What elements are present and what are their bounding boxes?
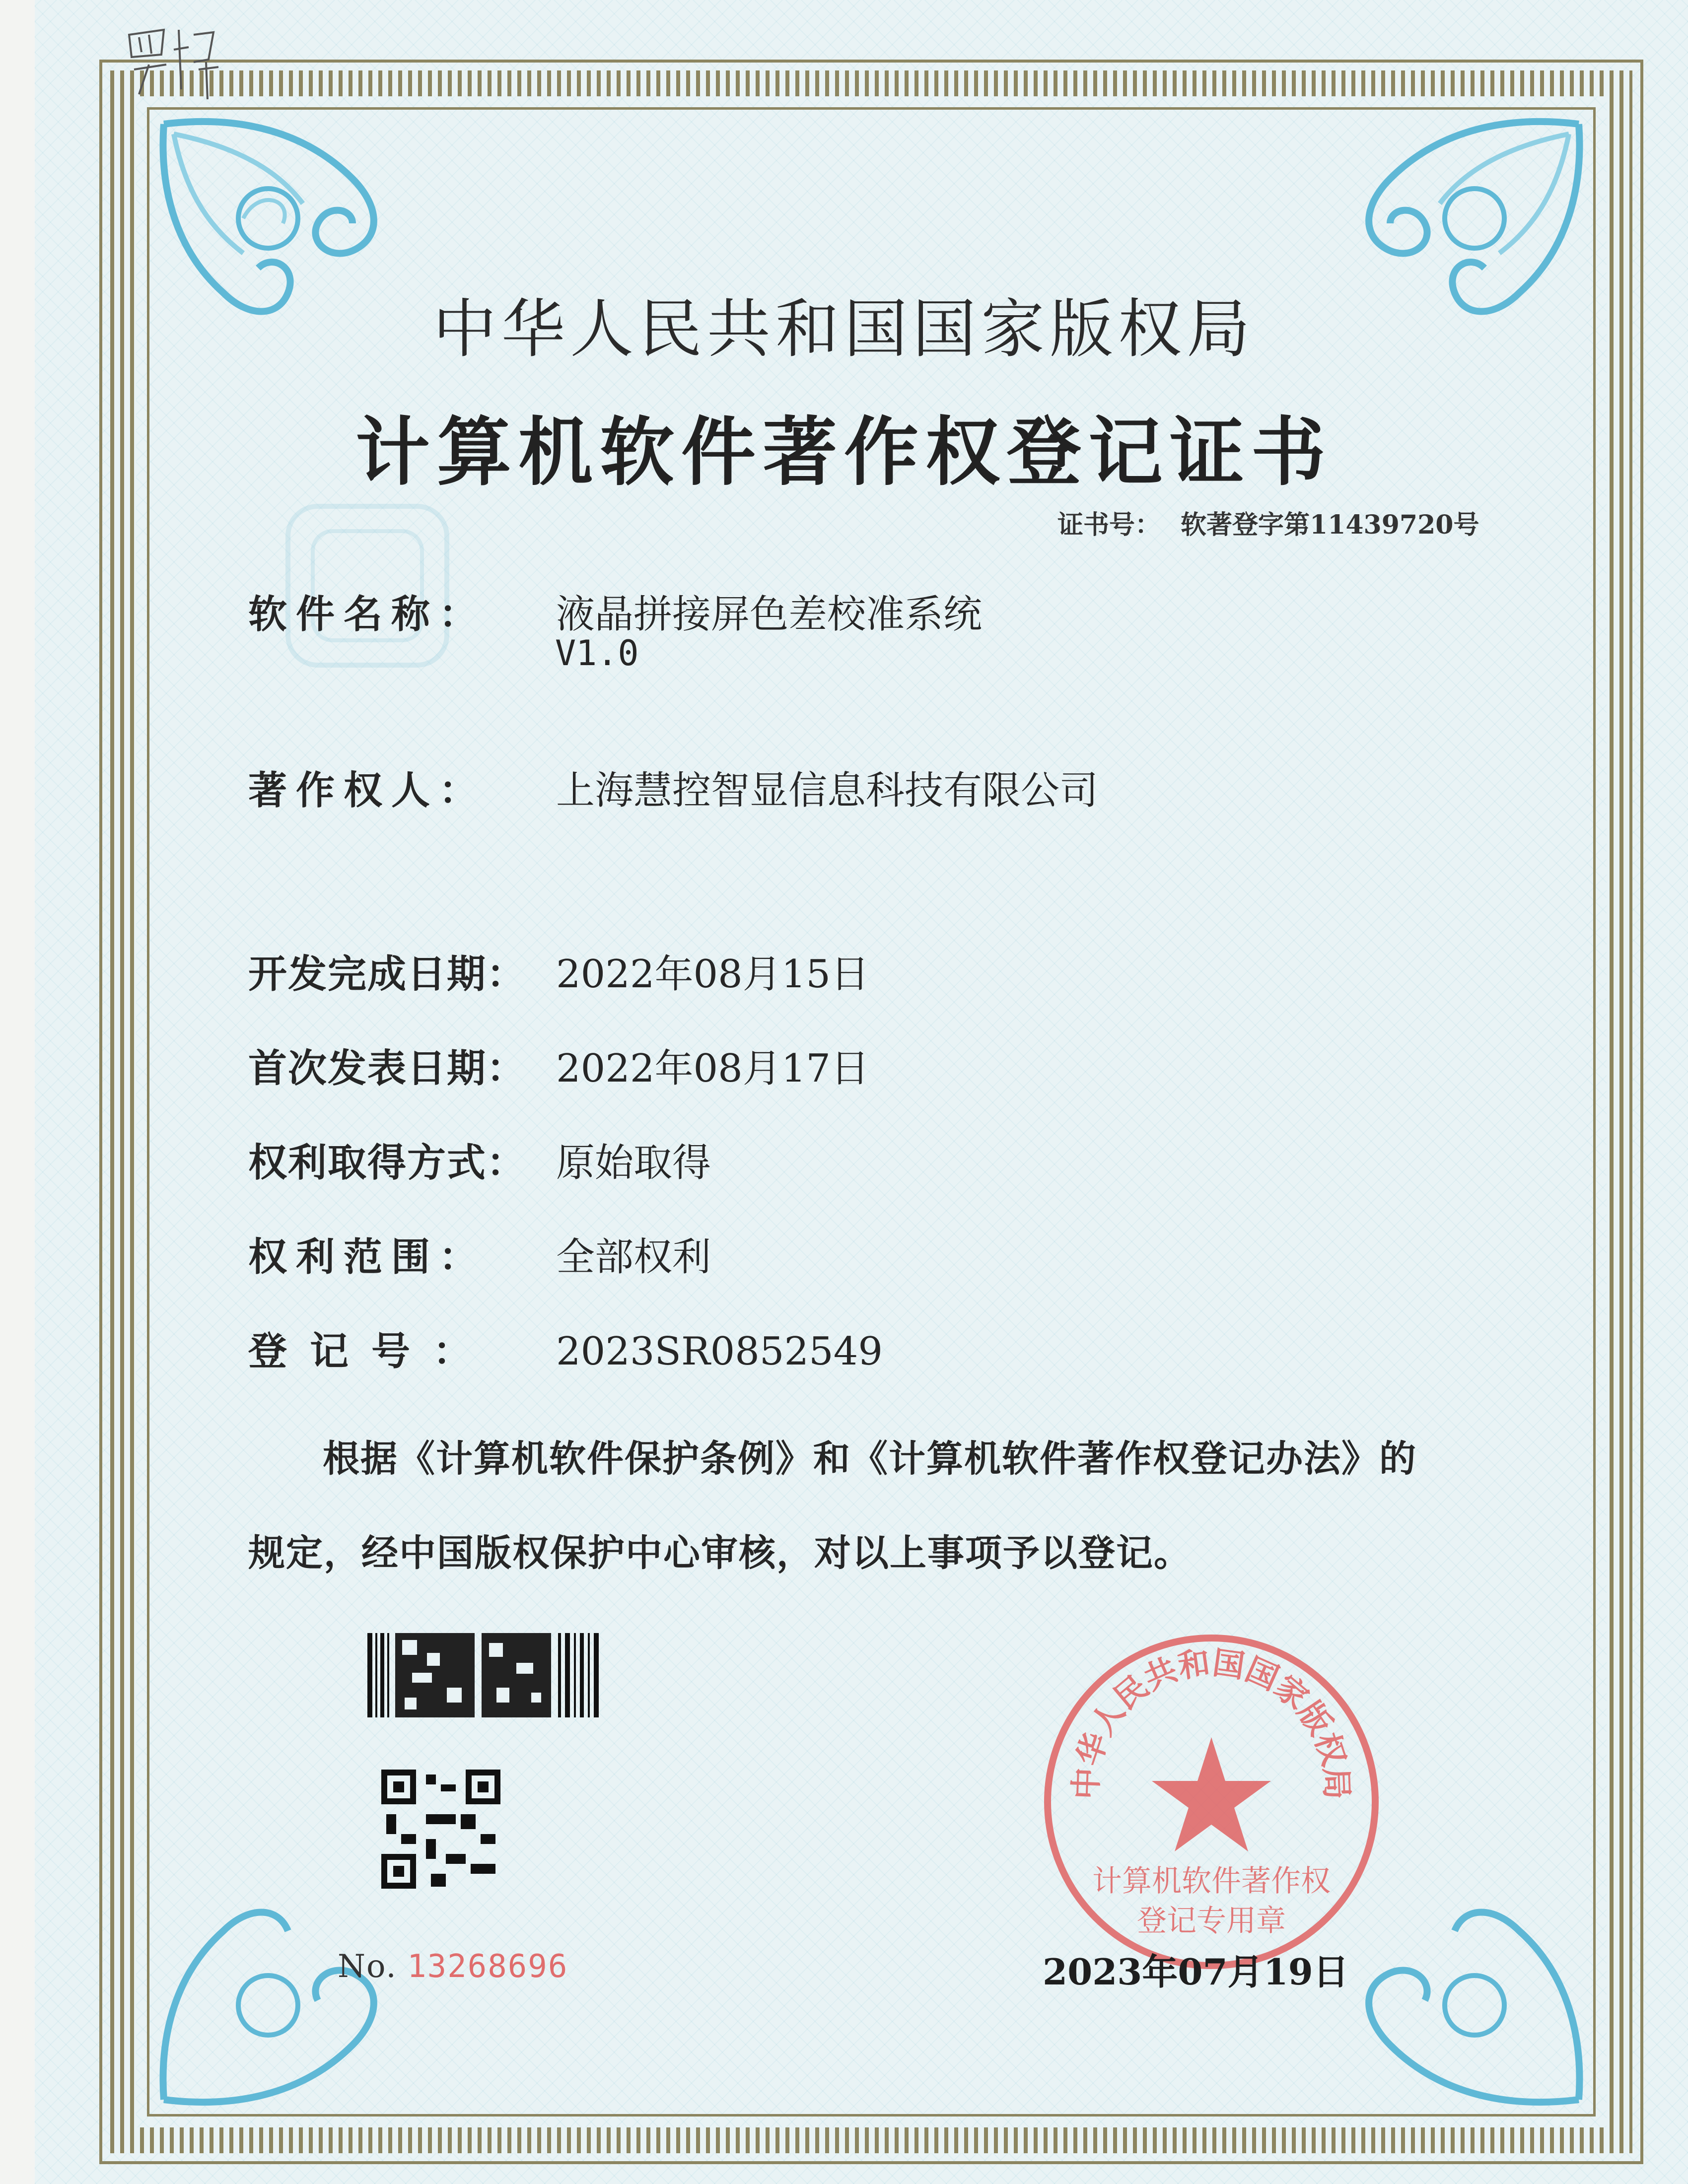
dev-date-label: 开发完成日期： (248, 952, 527, 997)
qr-code (381, 1770, 500, 1889)
serial-number-label: No. (338, 1948, 397, 1985)
corner-ornament-bottom-left (144, 1881, 422, 2119)
acquire-value: 原始取得 (556, 1141, 711, 1185)
certificate-title: 计算机软件著作权登记证书 (355, 410, 1333, 496)
registration-label: 登记号： (248, 1329, 495, 1374)
agency-title: 中华人民共和国国家版权局 (432, 292, 1255, 366)
owner-row (248, 759, 1098, 815)
acquire-label: 权利取得方式： (248, 1140, 527, 1185)
registration-value: 2023SR0852549 (556, 1329, 883, 1374)
issue-date: 2023年07月19日 (1043, 1951, 1349, 1993)
certificate-number (1057, 504, 1479, 541)
software-name-row (248, 583, 982, 639)
scope-label: 权利范围： (248, 1234, 487, 1280)
pub-date-label: 首次发表日期： (248, 1046, 527, 1091)
svg-text:计算机软件著作权: 计算机软件著作权 (1092, 1864, 1331, 1899)
owner-value: 上海慧控智显信息科技有限公司 (556, 768, 1099, 813)
body-text-line2: 规定，经中国版权保护中心审核，对以上事项予以登记。 (248, 1532, 1192, 1574)
software-name-label: 软件名称： (248, 592, 487, 637)
scope-value: 全部权利 (556, 1235, 711, 1280)
handwritten-signature (119, 15, 223, 104)
owner-label: 著作权人： (248, 768, 487, 813)
certificate-number-label: 证书号： (1057, 510, 1161, 540)
barcode (367, 1633, 601, 1717)
dev-date-value: 2022年08月15日 (556, 952, 870, 997)
body-text-line1: 根据《计算机软件保护条例》和《计算机软件著作权登记办法》的 (323, 1437, 1417, 1480)
svg-text:中华人民共和国国家版权局: 中华人民共和国国家版权局 (1067, 1644, 1355, 1800)
software-version: V1.0 (555, 633, 639, 674)
svg-text:登记专用章: 登记专用章 (1137, 1904, 1286, 1938)
serial-number-value: 13268696 (407, 1948, 568, 1985)
certificate-number-value: 软著登字第11439720号 (1181, 510, 1479, 540)
pub-date-value: 2022年08月17日 (556, 1046, 870, 1091)
software-name-value: 液晶拼接屏色差校准系统 (556, 592, 983, 637)
acquire-row (248, 1132, 711, 1187)
official-seal (1033, 1623, 1390, 1980)
dev-date-row (248, 943, 869, 999)
pub-date-row (248, 1037, 869, 1093)
serial-number (338, 1948, 568, 1985)
registration-row (248, 1320, 883, 1376)
scope-row (248, 1226, 711, 1282)
